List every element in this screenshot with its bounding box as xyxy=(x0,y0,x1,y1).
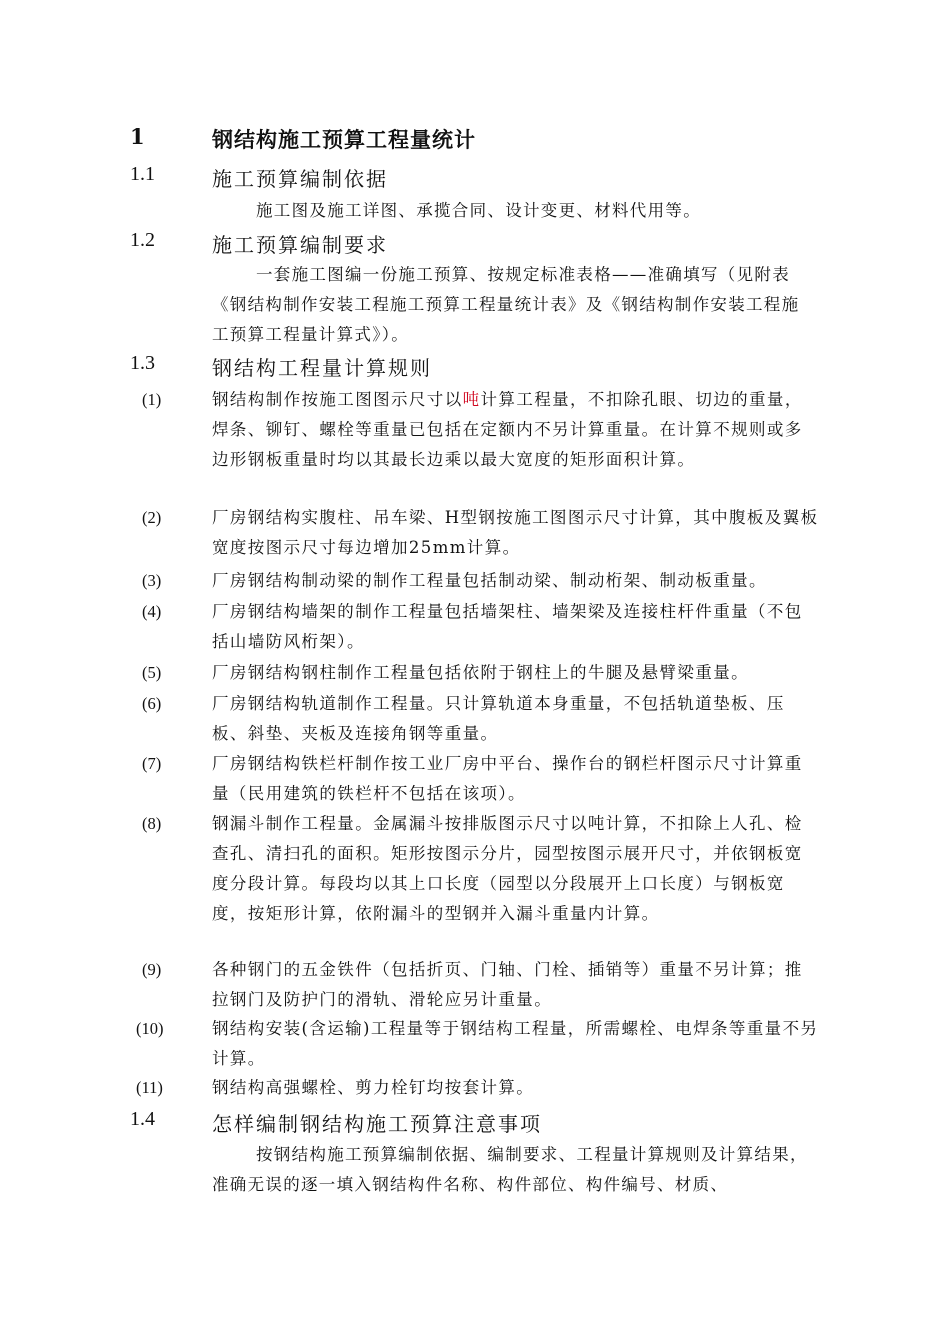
rule-text: 厂房钢结构轨道制作工程量。只计算轨道本身重量，不包括轨道垫板、压板、斜垫、夹板及连接角钢等重量。 xyxy=(212,694,785,743)
subsection-number: 1.3 xyxy=(130,352,155,374)
rule-item-6 xyxy=(130,689,820,749)
rule-item-7 xyxy=(130,749,820,809)
subsection-title: 钢结构工程量计算规则 xyxy=(212,356,432,380)
rule-item-9 xyxy=(130,955,820,1015)
rule-text: 钢结构安装(含运输)工程量等于钢结构工程量，所需螺栓、电焊条等重量不另计算。 xyxy=(212,1019,819,1068)
rule-number: (8) xyxy=(142,814,162,833)
subsection-title: 施工预算编制依据 xyxy=(212,167,388,191)
rule-item-5 xyxy=(130,658,820,688)
rule-number: (4) xyxy=(142,602,162,621)
rule-item-3 xyxy=(130,566,820,596)
rule-number: (6) xyxy=(142,694,162,713)
rule-number: (3) xyxy=(142,571,162,590)
rule-item-4 xyxy=(130,597,820,657)
rule-item-1 xyxy=(130,385,820,475)
rule-text: 钢结构高强螺栓、剪力栓钉均按套计算。 xyxy=(212,1078,535,1097)
paragraph-1-4: 按钢结构施工预算编制依据、编制要求、工程量计算规则及计算结果，准确无误的逐一填入钢结构件名称、构件部位、构件编号、材质、 xyxy=(212,1145,808,1194)
rule-text xyxy=(212,385,820,475)
section-number: 1 xyxy=(130,124,146,149)
rule-text-part: 钢结构制作按施工图图示尺寸以 xyxy=(212,390,463,409)
rule-text: 厂房钢结构铁栏杆制作按工业厂房中平台、操作台的钢栏杆图示尺寸计算重量（民用建筑的铁栏杆不包括在该项）。 xyxy=(212,754,803,803)
subsection-number: 1.1 xyxy=(130,163,155,185)
rule-item-11 xyxy=(130,1073,820,1103)
rule-number: (7) xyxy=(142,754,162,773)
rule-text: 厂房钢结构实腹柱、吊车梁、H型钢按施工图图示尺寸计算，其中腹板及翼板宽度按图示尺寸每边增加25mm计算。 xyxy=(212,508,819,557)
rule-number: (5) xyxy=(142,663,162,682)
rule-text: 厂房钢结构钢柱制作工程量包括依附于钢柱上的牛腿及悬臂梁重量。 xyxy=(212,663,749,682)
rule-text: 各种钢门的五金铁件（包括折页、门轴、门栓、插销等）重量不另计算；推拉钢门及防护门的滑轨、滑轮应另计重量。 xyxy=(212,960,803,1009)
rule-text: 钢漏斗制作工程量。金属漏斗按排版图示尺寸以吨计算，不扣除上人孔、检查孔、清扫孔的面积。矩形按图示分片，园型按图示展开尺寸，并依钢板宽度分段计算。每段均以其上口长度（园型以分段展开上口长度）与钢板宽度，按矩形计算，依附漏斗的型钢并入漏斗重量内计算。 xyxy=(212,814,803,923)
rule-item-8 xyxy=(130,809,820,929)
rule-text: 厂房钢结构制动梁的制作工程量包括制动梁、制动桁架、制动板重量。 xyxy=(212,571,767,590)
subsection-title: 施工预算编制要求 xyxy=(212,233,388,257)
rule-number: (9) xyxy=(142,960,162,979)
rule-item-10 xyxy=(130,1014,820,1074)
rule-text: 厂房钢结构墙架的制作工程量包括墙架柱、墙架梁及连接柱杆件重量（不包括山墙防风桁架）。 xyxy=(212,602,803,651)
rule-number: (1) xyxy=(142,390,162,409)
highlighted-word: 吨 xyxy=(462,390,481,409)
rule-item-2 xyxy=(130,503,820,563)
rule-text-part: 计算工程量，不扣除孔眼、切边的重量，焊条、铆钉、螺栓等重量已包括在定额内不另计算重量。在计算不规则或多边形钢板重量时均以其最长边乘以最大宽度的矩形面积计算。 xyxy=(212,390,803,469)
subsection-number: 1.4 xyxy=(130,1108,155,1130)
paragraph-1-1: 施工图及施工详图、承揽合同、设计变更、材料代用等。 xyxy=(256,201,701,220)
rule-number: (2) xyxy=(142,508,162,527)
paragraph-1-2: 一套施工图编一份施工预算、按规定标准表格——准确填写（见附表《钢结构制作安装工程施工预算工程量统计表》及《钢结构制作安装工程施工预算工程量计算式》）。 xyxy=(212,265,800,344)
rule-number: (11) xyxy=(136,1078,163,1097)
section-title: 钢结构施工预算工程量统计 xyxy=(212,127,476,152)
rule-number: (10) xyxy=(136,1019,164,1038)
subsection-title: 怎样编制钢结构施工预算注意事项 xyxy=(212,1112,542,1136)
subsection-number: 1.2 xyxy=(130,229,155,251)
